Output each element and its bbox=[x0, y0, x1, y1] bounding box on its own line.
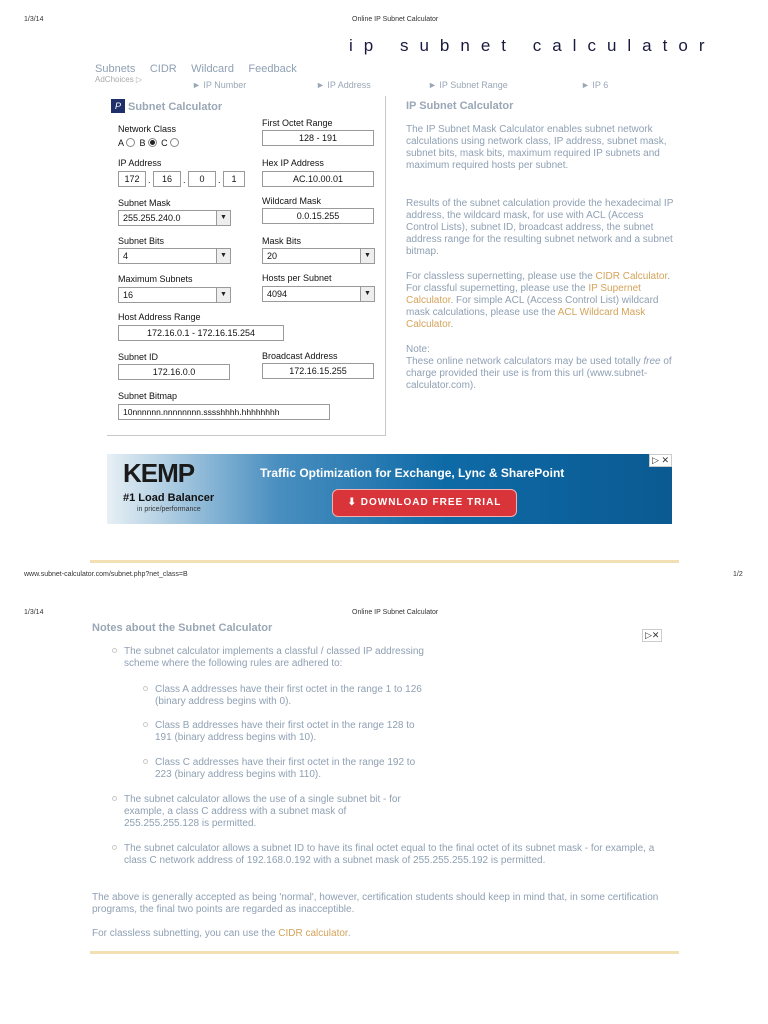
hosts-per-subnet-label: Hosts per Subnet bbox=[262, 273, 332, 283]
hex-ip-label: Hex IP Address bbox=[262, 158, 324, 168]
dropdown-arrow-icon[interactable]: ▼ bbox=[360, 249, 374, 263]
ad-close-icon[interactable]: ▷ ✕ bbox=[649, 454, 672, 467]
ip-dot: . bbox=[218, 175, 221, 185]
bullet-icon bbox=[112, 648, 117, 653]
nav-cidr[interactable]: CIDR bbox=[149, 63, 177, 75]
wildcard-mask-label: Wildcard Mask bbox=[262, 196, 322, 206]
host-range-field[interactable]: 172.16.0.1 - 172.16.15.254 bbox=[118, 325, 284, 341]
class-b-radio[interactable] bbox=[148, 138, 157, 147]
ad-tagline: #1 Load Balancer bbox=[123, 492, 215, 504]
bullet-icon bbox=[143, 722, 148, 727]
site-title: ip subnet calculator bbox=[349, 36, 716, 55]
notes-title: Notes about the Subnet Calculator bbox=[92, 622, 273, 634]
footer-url: www.subnet-calculator.com/subnet.php?net_class=B bbox=[24, 571, 188, 578]
subnet-id-label: Subnet ID bbox=[118, 352, 159, 362]
bullet-icon bbox=[112, 796, 117, 801]
download-trial-button[interactable]: ⬇ DOWNLOAD FREE TRIAL bbox=[332, 489, 517, 517]
subnet-id-field[interactable]: 172.16.0.0 bbox=[118, 364, 230, 380]
host-range-label: Host Address Range bbox=[118, 312, 201, 322]
ip-octet-3-input[interactable]: 0 bbox=[188, 171, 216, 187]
dropdown-arrow-icon[interactable]: ▼ bbox=[216, 249, 230, 263]
ad-tagline-small: in price/performance bbox=[137, 506, 201, 513]
cidr-note: For classless subnetting, you can use the CIDR calculator. bbox=[92, 928, 351, 939]
mask-bits-label: Mask Bits bbox=[262, 236, 302, 246]
ip-dot: . bbox=[148, 175, 151, 185]
info-paragraph-2: Results of the subnet calculation provide the hexadecimal IP address, the wildcard mask, for use with ACL (Access Control Lists), subnet ID, broadcast address, the subnet address range for the resulting subnet network and a subnet bitmap. bbox=[406, 198, 674, 257]
bullet-icon bbox=[112, 845, 117, 850]
nav-wildcard[interactable]: Wildcard bbox=[191, 63, 234, 75]
network-class-label: Network Class bbox=[118, 124, 177, 134]
print-date-2: 1/3/14 bbox=[24, 609, 44, 616]
first-octet-field[interactable]: 128 - 191 bbox=[262, 130, 374, 146]
subnav-ip-address[interactable]: ► IP Address bbox=[316, 80, 371, 90]
ip-address-label: IP Address bbox=[118, 158, 162, 168]
max-subnets-select[interactable]: 16 ▼ bbox=[118, 287, 231, 303]
ad-close-icon[interactable]: ▷✕ bbox=[642, 629, 662, 642]
network-class-radios: A B C bbox=[118, 138, 181, 148]
hex-ip-field[interactable]: AC.10.00.01 bbox=[262, 171, 374, 187]
acl-wildcard-calculator-link[interactable]: ACL Wildcard Mask Calculator bbox=[406, 307, 646, 330]
ip-dot: . bbox=[183, 175, 186, 185]
class-c-radio[interactable] bbox=[170, 138, 179, 147]
info-paragraph-1: The IP Subnet Mask Calculator enables subnet network calculations using network class, IP address, subnet mask, subnet bits, mask bits, maximum required IP subnets and maximum required hosts per subnet. bbox=[406, 124, 667, 171]
closing-note: The above is generally accepted as being 'normal', however, certification students should keep in mind that, in some certification programs, the final two points are regarded as inacceptible. bbox=[92, 892, 659, 915]
print-title-2: Online IP Subnet Calculator bbox=[352, 609, 439, 616]
cidr-calculator-link-2[interactable]: CIDR calculator bbox=[278, 928, 348, 939]
bitmap-label: Subnet Bitmap bbox=[118, 391, 178, 401]
info-note: Note: These online network calculators may be used totally free of charge provided their use is from this url (www.subnet-calculator.com). bbox=[406, 344, 672, 391]
calculator-logo-icon: P bbox=[111, 99, 125, 113]
class-b-rule: Class B addresses have their first octet in the range 128 to 191 (binary address begins with 10). bbox=[155, 720, 415, 743]
page-divider-2 bbox=[90, 951, 679, 954]
info-paragraph-3: For classless supernetting, please use the CIDR Calculator. For classful supernetting, please use the IP Supernet Calculator. For simple ACL (Access Control List) wildcard mask calculations, please use the ACL Wildcard Mask Calculator. bbox=[406, 271, 671, 330]
mask-bits-select[interactable]: 20 ▼ bbox=[262, 248, 375, 264]
rule-final-octet: The subnet calculator allows a subnet ID to have its final octet equal to the final octet of its subnet mask - for example, a class C network address of 192.168.0.192 with a subnet mask of 255.255.255.192 is permitted. bbox=[124, 843, 655, 866]
max-subnets-label: Maximum Subnets bbox=[118, 274, 193, 284]
download-icon: ⬇ bbox=[347, 497, 361, 508]
page-divider bbox=[90, 560, 679, 563]
footer-page-number: 1/2 bbox=[733, 571, 743, 578]
broadcast-label: Broadcast Address bbox=[262, 351, 338, 361]
wildcard-mask-field[interactable]: 0.0.15.255 bbox=[262, 208, 374, 224]
ip-octet-2-input[interactable]: 16 bbox=[153, 171, 181, 187]
subnet-bits-select[interactable]: 4 ▼ bbox=[118, 248, 231, 264]
dropdown-arrow-icon[interactable]: ▼ bbox=[360, 287, 374, 301]
calculator-title: Subnet Calculator bbox=[128, 101, 223, 113]
first-octet-label: First Octet Range bbox=[262, 118, 333, 128]
class-a-radio[interactable] bbox=[126, 138, 135, 147]
subnet-mask-select[interactable]: 255.255.240.0 ▼ bbox=[118, 210, 231, 226]
ip-supernet-calculator-link[interactable]: IP Supernet Calculator bbox=[406, 283, 641, 306]
bitmap-field[interactable]: 10nnnnnn.nnnnnnnn.sssshhhh.hhhhhhhh bbox=[118, 404, 330, 420]
class-a-rule: Class A addresses have their first octet in the range 1 to 126 (binary address begins with 0). bbox=[155, 684, 422, 707]
hosts-per-subnet-select[interactable]: 4094 ▼ bbox=[262, 286, 375, 302]
bullet-icon bbox=[143, 686, 148, 691]
subnav-ip-number[interactable]: ► IP Number bbox=[192, 80, 247, 90]
broadcast-field[interactable]: 172.16.15.255 bbox=[262, 363, 374, 379]
kemp-ad-banner[interactable] bbox=[107, 454, 672, 524]
rule-single-bit: The subnet calculator allows the use of a single subnet bit - for example, a class C address with a subnet mask of 255.255.255.128 is permitted. bbox=[124, 794, 401, 829]
print-date: 1/3/14 bbox=[24, 16, 44, 23]
subnet-bits-label: Subnet Bits bbox=[118, 236, 165, 246]
ad-headline: Traffic Optimization for Exchange, Lync & SharePoint bbox=[260, 466, 565, 480]
nav-subnets[interactable]: Subnets bbox=[95, 63, 136, 75]
bullet-icon bbox=[143, 759, 148, 764]
subnav-ip6[interactable]: ► IP 6 bbox=[581, 80, 609, 90]
nav-feedback[interactable]: Feedback bbox=[248, 63, 297, 75]
print-title: Online IP Subnet Calculator bbox=[352, 16, 439, 23]
info-title: IP Subnet Calculator bbox=[406, 100, 514, 112]
ip-octet-4-input[interactable]: 1 bbox=[223, 171, 245, 187]
cidr-calculator-link[interactable]: CIDR Calculator bbox=[595, 271, 668, 282]
ip-octet-1-input[interactable]: 172 bbox=[118, 171, 146, 187]
rule-intro: The subnet calculator implements a classful / classed IP addressing scheme where the following rules are adhered to: bbox=[124, 646, 424, 669]
adchoices-label[interactable]: AdChoices ▷ bbox=[95, 75, 143, 84]
class-c-rule: Class C addresses have their first octet in the range 192 to 223 (binary address begins with 110). bbox=[155, 757, 416, 780]
dropdown-arrow-icon[interactable]: ▼ bbox=[216, 211, 230, 225]
dropdown-arrow-icon[interactable]: ▼ bbox=[216, 288, 230, 302]
kemp-logo: KEMP bbox=[123, 458, 195, 488]
subnet-mask-label: Subnet Mask bbox=[118, 198, 171, 208]
subnav-ip-subnet-range[interactable]: ► IP Subnet Range bbox=[428, 80, 508, 90]
